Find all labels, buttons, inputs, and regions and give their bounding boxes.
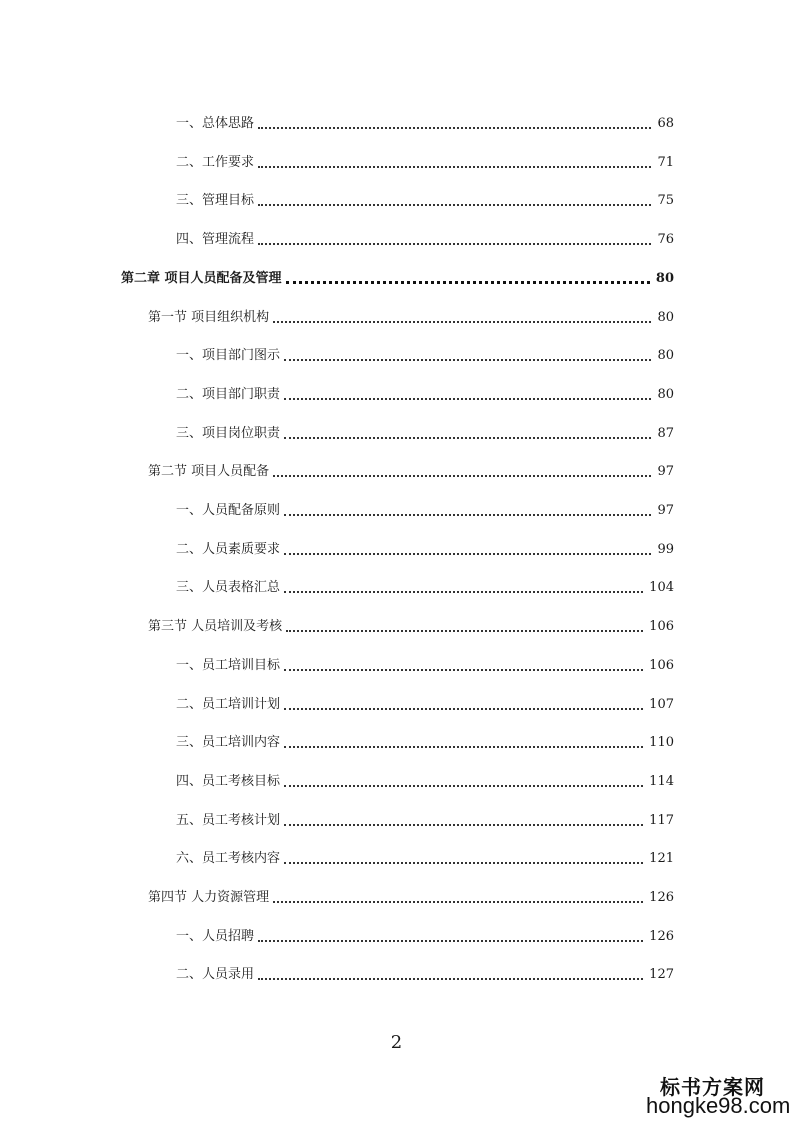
- toc-dot-leader: [284, 591, 643, 593]
- toc-item-entry[interactable]: [176, 190, 674, 210]
- toc-entry-page: 126: [649, 890, 674, 905]
- toc-item-entry[interactable]: [176, 771, 674, 791]
- toc-item-entry[interactable]: [176, 655, 674, 675]
- toc-dot-leader: [284, 398, 651, 400]
- toc-entry-label: 三、管理目标: [176, 193, 255, 208]
- toc-entry-page: 68: [657, 116, 674, 131]
- toc-dot-leader: [284, 514, 651, 516]
- toc-section-entry[interactable]: [148, 461, 674, 481]
- toc-entry-page: 107: [649, 697, 674, 712]
- toc-item-entry[interactable]: [176, 964, 674, 984]
- toc-dot-leader: [286, 630, 643, 632]
- toc-item-entry[interactable]: [176, 384, 674, 404]
- toc-item-entry[interactable]: [176, 423, 674, 443]
- page-number: 2: [390, 1032, 403, 1053]
- toc-entry-label: 第二章 项目人员配备及管理: [121, 271, 282, 286]
- toc-dot-leader: [284, 437, 651, 439]
- toc-entry-label: 六、员工考核内容: [176, 851, 281, 866]
- toc-dot-leader: [258, 166, 651, 168]
- toc-dot-leader: [258, 127, 651, 129]
- toc-entry-label: 一、员工培训目标: [176, 658, 281, 673]
- toc-chapter-entry[interactable]: [121, 268, 674, 288]
- toc-entry-label: 四、员工考核目标: [176, 774, 281, 789]
- toc-entry-page: 80: [657, 387, 674, 402]
- toc-entry-page: 106: [649, 619, 674, 634]
- toc-entry-page: 71: [657, 155, 674, 170]
- toc-dot-leader: [273, 901, 643, 903]
- toc-entry-label: 第三节 人员培训及考核: [148, 619, 283, 634]
- toc-entry-page: 80: [657, 348, 674, 363]
- toc-entry-label: 三、员工培训内容: [176, 735, 281, 750]
- toc-section-entry[interactable]: [148, 887, 674, 907]
- toc-entry-label: 第二节 项目人员配备: [148, 464, 270, 479]
- toc-dot-leader: [284, 359, 651, 361]
- toc-item-entry[interactable]: [176, 113, 674, 133]
- toc-entry-page: 97: [657, 503, 674, 518]
- toc-entry-page: 117: [649, 813, 674, 828]
- toc-dot-leader: [284, 862, 643, 864]
- toc-item-entry[interactable]: [176, 345, 674, 365]
- toc-dot-leader: [273, 321, 651, 323]
- toc-dot-leader: [284, 669, 643, 671]
- toc-dot-leader: [284, 785, 643, 787]
- toc-entry-page: 127: [649, 967, 674, 982]
- toc-entry-page: 126: [649, 929, 674, 944]
- toc-item-entry[interactable]: [176, 539, 674, 559]
- toc-item-entry[interactable]: [176, 810, 674, 830]
- toc-entry-label: 二、人员素质要求: [176, 542, 281, 557]
- toc-dot-leader: [284, 824, 643, 826]
- toc-dot-leader: [258, 243, 651, 245]
- toc-entry-page: 80: [655, 271, 674, 286]
- toc-entry-label: 第四节 人力资源管理: [148, 890, 270, 905]
- toc-dot-leader: [284, 553, 651, 555]
- toc-dot-leader: [284, 708, 643, 710]
- toc-entry-label: 二、人员录用: [176, 967, 255, 982]
- toc-dot-leader: [273, 475, 651, 477]
- toc-entry-label: 二、工作要求: [176, 155, 255, 170]
- toc-entry-page: 99: [657, 542, 674, 557]
- toc-item-entry[interactable]: [176, 500, 674, 520]
- toc-entry-page: 80: [657, 310, 674, 325]
- toc-entry-label: 三、项目岗位职责: [176, 426, 281, 441]
- toc-item-entry[interactable]: [176, 848, 674, 868]
- toc-entry-page: 114: [649, 774, 674, 789]
- toc-section-entry[interactable]: [148, 307, 674, 327]
- toc-dot-leader: [286, 281, 650, 284]
- toc-dot-leader: [258, 940, 643, 942]
- toc-item-entry[interactable]: [176, 694, 674, 714]
- toc-dot-leader: [284, 746, 643, 748]
- toc-item-entry[interactable]: [176, 732, 674, 752]
- toc-entry-label: 一、人员招聘: [176, 929, 255, 944]
- toc-item-entry[interactable]: [176, 152, 674, 172]
- toc-dot-leader: [258, 204, 651, 206]
- toc-entry-label: 一、总体思路: [176, 116, 255, 131]
- toc-entry-page: 121: [649, 851, 674, 866]
- toc-entry-label: 一、项目部门图示: [176, 348, 281, 363]
- toc-entry-label: 五、员工考核计划: [176, 813, 281, 828]
- toc-entry-label: 四、管理流程: [176, 232, 255, 247]
- toc-item-entry[interactable]: [176, 926, 674, 946]
- toc-entry-label: 第一节 项目组织机构: [148, 310, 270, 325]
- watermark-url: hongke98.com: [646, 1093, 791, 1118]
- toc-entry-page: 110: [649, 735, 674, 750]
- toc-entry-label: 二、项目部门职责: [176, 387, 281, 402]
- toc-entry-label: 三、人员表格汇总: [176, 580, 281, 595]
- toc-entry-page: 104: [649, 580, 674, 595]
- toc-entry-label: 一、人员配备原则: [176, 503, 281, 518]
- toc-dot-leader: [258, 978, 643, 980]
- toc-section-entry[interactable]: [148, 616, 674, 636]
- toc-item-entry[interactable]: [176, 577, 674, 597]
- toc-entry-page: 97: [657, 464, 674, 479]
- toc-entry-page: 75: [657, 193, 674, 208]
- toc-entry-page: 76: [657, 232, 674, 247]
- toc-entry-page: 106: [649, 658, 674, 673]
- toc-entry-label: 二、员工培训计划: [176, 697, 281, 712]
- toc-entry-page: 87: [657, 426, 674, 441]
- toc-item-entry[interactable]: [176, 229, 674, 249]
- watermark-name: 标书方案网: [660, 1075, 765, 1099]
